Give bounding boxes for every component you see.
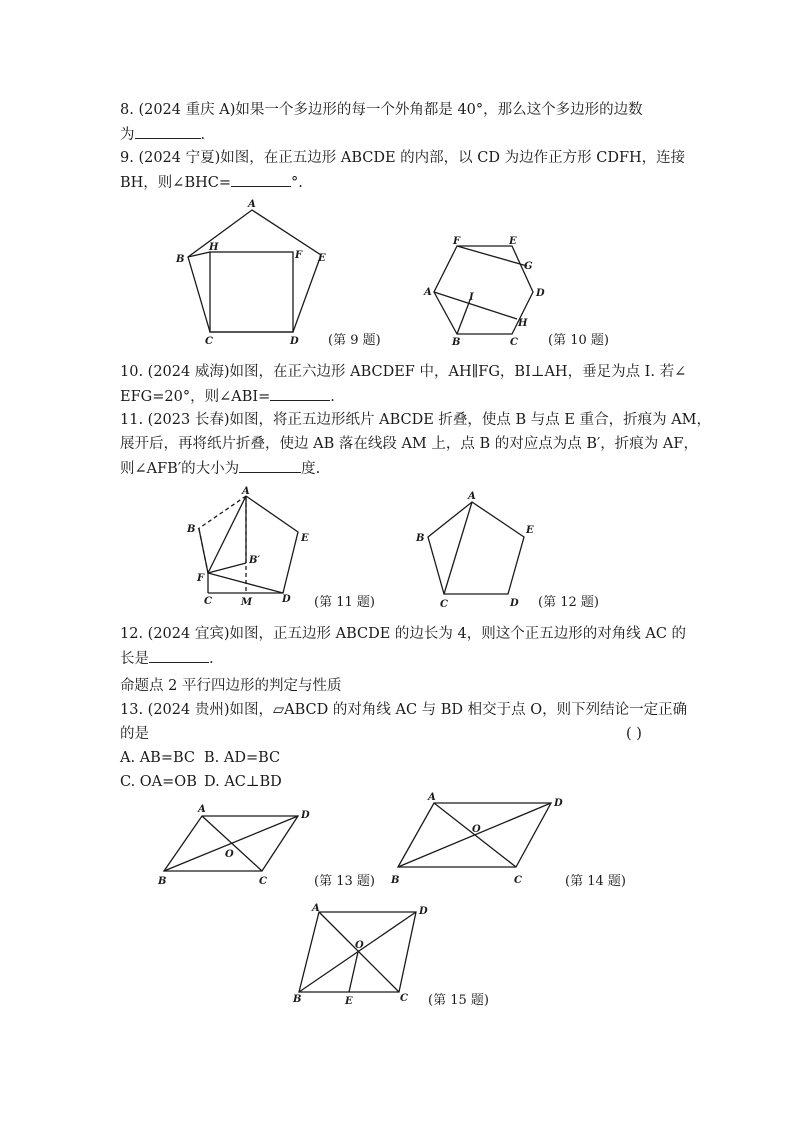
q11-line2: 展开后，再将纸片折叠，使边 AB 落在线段 AM 上，点 B 的对应点为点 B′，折痕为 AF，: [120, 436, 698, 452]
fig13-label-o: O: [225, 849, 234, 860]
fig13-label-d: D: [301, 810, 310, 821]
fig15-label-a: A: [312, 903, 320, 914]
q10-line2-text: EFG=20°，则∠ABI=: [120, 389, 271, 405]
fig11-label-m: M: [241, 597, 253, 608]
fig11-label-b-prime: B′: [249, 555, 261, 566]
fig10-label-d: D: [536, 288, 545, 299]
fig11-label-e: E: [301, 533, 309, 544]
fig9-label-c: C: [205, 336, 213, 347]
fig10-label-c: C: [510, 337, 518, 348]
fig11-label-a: A: [242, 486, 250, 497]
figure-13: [157, 804, 375, 889]
fig15-segment-oe: [349, 952, 358, 992]
fig14-label-b: B: [391, 875, 400, 886]
fig9-caption: (第 9 题): [328, 333, 381, 348]
fig15-label-d: D: [419, 906, 428, 917]
fig9-label-f: F: [295, 250, 303, 261]
fig9-square: [210, 252, 293, 332]
fig10-label-e: E: [509, 236, 517, 247]
fig9-label-b: B: [176, 254, 185, 265]
fig15-label-c: C: [400, 993, 408, 1004]
q13-option-d[interactable]: D. AC⊥BD: [204, 774, 282, 790]
figure-11: [186, 486, 375, 610]
q13-answer-bracket[interactable]: ( ): [626, 726, 642, 742]
fig9-label-d: D: [290, 336, 299, 347]
fig9-pentagon: [188, 210, 321, 332]
fig12-label-a: A: [468, 491, 476, 502]
fig13-label-a: A: [198, 804, 206, 815]
fig10-segment-bi: [457, 300, 470, 334]
fig14-label-a: A: [428, 792, 436, 803]
fig13-caption: (第 13 题): [314, 874, 375, 889]
figure-12: [415, 491, 599, 610]
fig11-label-f: F: [197, 573, 205, 584]
fig15-label-b: B: [293, 994, 302, 1005]
fig12-diagonal-ac: [444, 502, 472, 594]
fig13-diagonal-bd: [164, 816, 298, 871]
figure-9: [175, 199, 381, 348]
fig10-label-i: I: [469, 292, 474, 303]
fig11-dashed-ab: [198, 496, 246, 529]
fig15-label-e: E: [345, 996, 353, 1007]
q11-line1: 11. (2023 长春)如图，将正五边形纸片 ABCDE 折叠，使点 B 与点 E 重合，折痕为 AM，: [120, 412, 712, 428]
fig12-label-d: D: [510, 598, 519, 609]
fig14-caption: (第 14 题): [565, 874, 626, 889]
q12-line2-suffix: .: [209, 651, 214, 667]
figure-15: [292, 903, 489, 1008]
q13-line2: 的是: [120, 726, 149, 742]
fig12-pentagon: [428, 502, 524, 594]
q11-line3-suffix: 度.: [301, 461, 321, 477]
q12-line2-prefix: 长是: [120, 651, 149, 667]
fig10-caption: (第 10 题): [548, 333, 609, 348]
fig15-label-o: O: [355, 940, 364, 951]
fig15-diagonal-ac: [319, 912, 399, 992]
q8-line1: 8. (2024 重庆 A)如果一个多边形的每一个外角都是 40°，那么这个多边形的边数: [120, 102, 643, 118]
section-heading: 命题点 2 平行四边形的判定与性质: [120, 678, 342, 694]
fig11-label-c: C: [204, 596, 212, 607]
q8-line2-suffix: .: [200, 127, 206, 143]
fig14-label-o: O: [472, 824, 481, 835]
fig11-label-d: D: [282, 594, 291, 605]
fig11-pentagon-outline: [199, 496, 298, 593]
q8-line2-prefix: 为: [120, 127, 135, 143]
q9-line2-suffix: °.: [291, 175, 303, 191]
q13-option-b[interactable]: B. AD=BC: [204, 750, 281, 766]
fig12-caption: (第 12 题): [538, 595, 599, 610]
q13-line1: 13. (2024 贵州)如图，▱ABCD 的对角线 AC 与 BD 相交于点 O，则下列结论一定正确: [120, 702, 688, 718]
fig15-caption: (第 15 题): [428, 993, 489, 1008]
q11-line3-prefix: 则∠AFB′的大小为: [120, 461, 240, 477]
q13-option-a[interactable]: A. AB=BC: [120, 750, 195, 766]
fig9-label-a: A: [248, 199, 256, 210]
figure-10: [423, 236, 609, 348]
fig12-label-b: B: [416, 533, 425, 544]
figure-14: [390, 792, 626, 889]
fig9-label-h: H: [209, 242, 219, 253]
fig11-segment-fb-prime: [208, 563, 246, 573]
fig14-label-d: D: [554, 798, 563, 809]
fig10-label-a: A: [424, 287, 432, 298]
fig10-label-f: F: [453, 236, 461, 247]
fig11-fold-af: [208, 496, 246, 573]
q9-line2-prefix: BH，则∠BHC=: [120, 175, 231, 191]
fig14-diagonal-bd: [398, 803, 551, 867]
fig10-label-g: G: [524, 261, 533, 272]
q12-line1: 12. (2024 宜宾)如图，正五边形 ABCDE 的边长为 4，则这个正五边形的对角线 AC 的: [120, 626, 687, 642]
fig13-label-b: B: [158, 876, 167, 887]
fig10-label-b: B: [452, 337, 461, 348]
q9-line1: 9. (2024 宁夏)如图，在正五边形 ABCDE 的内部，以 CD 为边作正方形 CDFH，连接: [120, 150, 686, 166]
fig12-label-c: C: [440, 599, 448, 610]
fig12-label-e: E: [526, 525, 534, 536]
fig13-label-c: C: [259, 876, 267, 887]
fig11-caption: (第 11 题): [314, 595, 375, 610]
fig10-label-h: H: [518, 318, 528, 329]
q13-option-c[interactable]: C. OA=OB: [120, 774, 197, 790]
fig9-label-e: E: [318, 253, 326, 264]
q10-line2: EFG=20°，则∠ABI= .: [120, 386, 335, 407]
fig14-label-c: C: [514, 875, 522, 886]
fig11-label-b: B: [187, 524, 196, 535]
q10-line1: 10. (2024 威海)如图，在正六边形 ABCDEF 中，AH∥FG，BI⊥AH，垂足为点 I. 若∠: [120, 364, 687, 380]
